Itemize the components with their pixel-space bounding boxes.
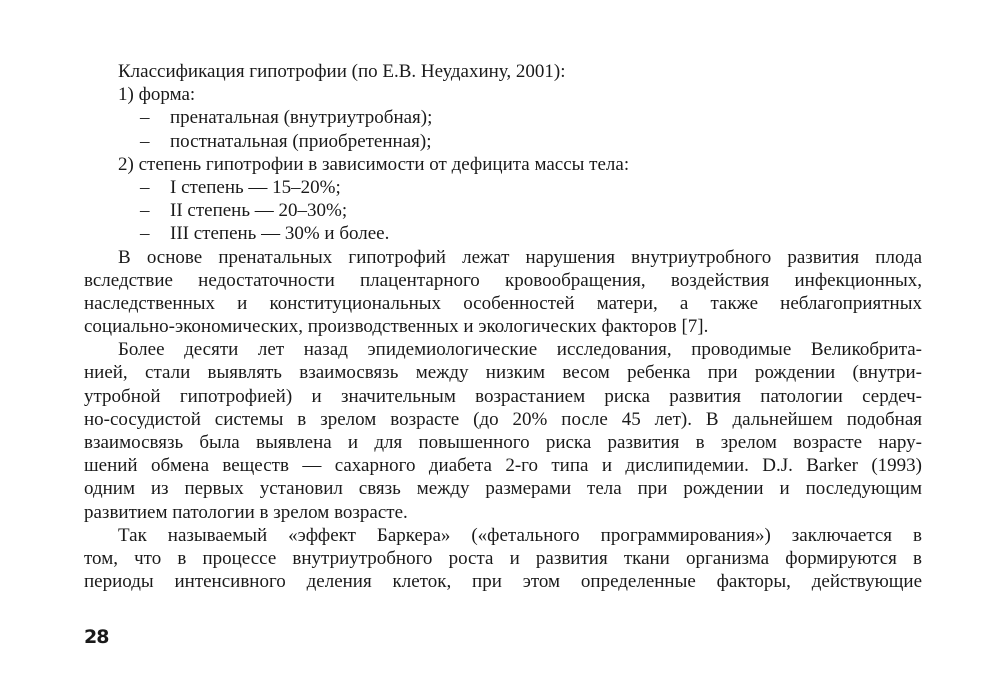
paragraph-line: вследствие недостаточности плацентарного кровообращения, воздействия инфекционных,: [84, 269, 922, 291]
degree-item: – II степень — 20–30%;: [140, 200, 348, 222]
degree-label: 2) степень гипотрофии в зависимости от дефицита массы тела:: [118, 153, 630, 175]
paragraph-epidemiology: [84, 338, 922, 524]
paragraph-line: нией, стали выявлять взаимосвязь между низким весом ребенка при рождении (внутри-: [84, 362, 922, 384]
paragraph-line: Так называемый «эффект Баркера» («фетального программирования») заключается в: [118, 524, 922, 546]
form-item: – пренатальная (внутриутробная);: [140, 107, 433, 129]
paragraph-line: Более десяти лет назад эпидемиологические исследования, проводимые Великобрита-: [118, 339, 922, 361]
degree-item: – I степень — 15–20%;: [140, 176, 341, 198]
paragraph-barker-effect: [84, 524, 922, 594]
dash-bullet: –: [140, 107, 150, 129]
paragraph-line: одним из первых установил связь между размерами тела при рождении и последующим: [84, 478, 922, 500]
paragraph-line: наследственных и конституциональных особенностей матери, а также неблагоприятных: [84, 292, 922, 314]
paragraph-line: том, что в процессе внутриутробного роста и развития ткани организма формируются в: [84, 547, 922, 569]
dash-bullet: –: [140, 223, 150, 245]
paragraph-line: шений обмена веществ — сахарного диабета 2-го типа и дислипидемии. D.J. Barker (1993): [84, 455, 922, 477]
dash-bullet: –: [140, 200, 150, 222]
paragraph-line: но-сосудистой системы в зрелом возрасте (до 20% после 45 лет). В дальнейшем подобная: [84, 408, 922, 430]
dash-bullet: –: [140, 176, 150, 198]
page-body: [84, 60, 922, 593]
paragraph-prenatal: [84, 246, 922, 339]
paragraph-line: социально-экономических, производственных и экологических факторов [7].: [84, 316, 709, 338]
form-label: 1) форма:: [118, 84, 196, 106]
classification-title: Классификация гипотрофии (по Е.В. Неудахину, 2001):: [118, 61, 566, 82]
paragraph-line: В основе пренатальных гипотрофий лежат нарушения внутриутробного развития плода: [118, 246, 922, 268]
paragraph-line: взаимосвязь была выявлена и для повышенного риска развития в зрелом возрасте нару-: [84, 432, 922, 453]
dash-bullet: –: [140, 130, 150, 152]
paragraph-line: утробной гипотрофией) и значительным возрастанием риска развития патологии сердеч-: [84, 385, 922, 407]
degree-item: – III степень — 30% и более.: [140, 223, 390, 245]
page-number: 28: [84, 626, 109, 648]
paragraph-line: периоды интенсивного деления клеток, при этом определенные факторы, действующие: [84, 571, 922, 593]
classification-block: [84, 60, 922, 246]
paragraph-line: развитием патологии в зрелом возрасте.: [84, 501, 408, 523]
form-item: – постнатальная (приобретенная);: [140, 130, 432, 152]
